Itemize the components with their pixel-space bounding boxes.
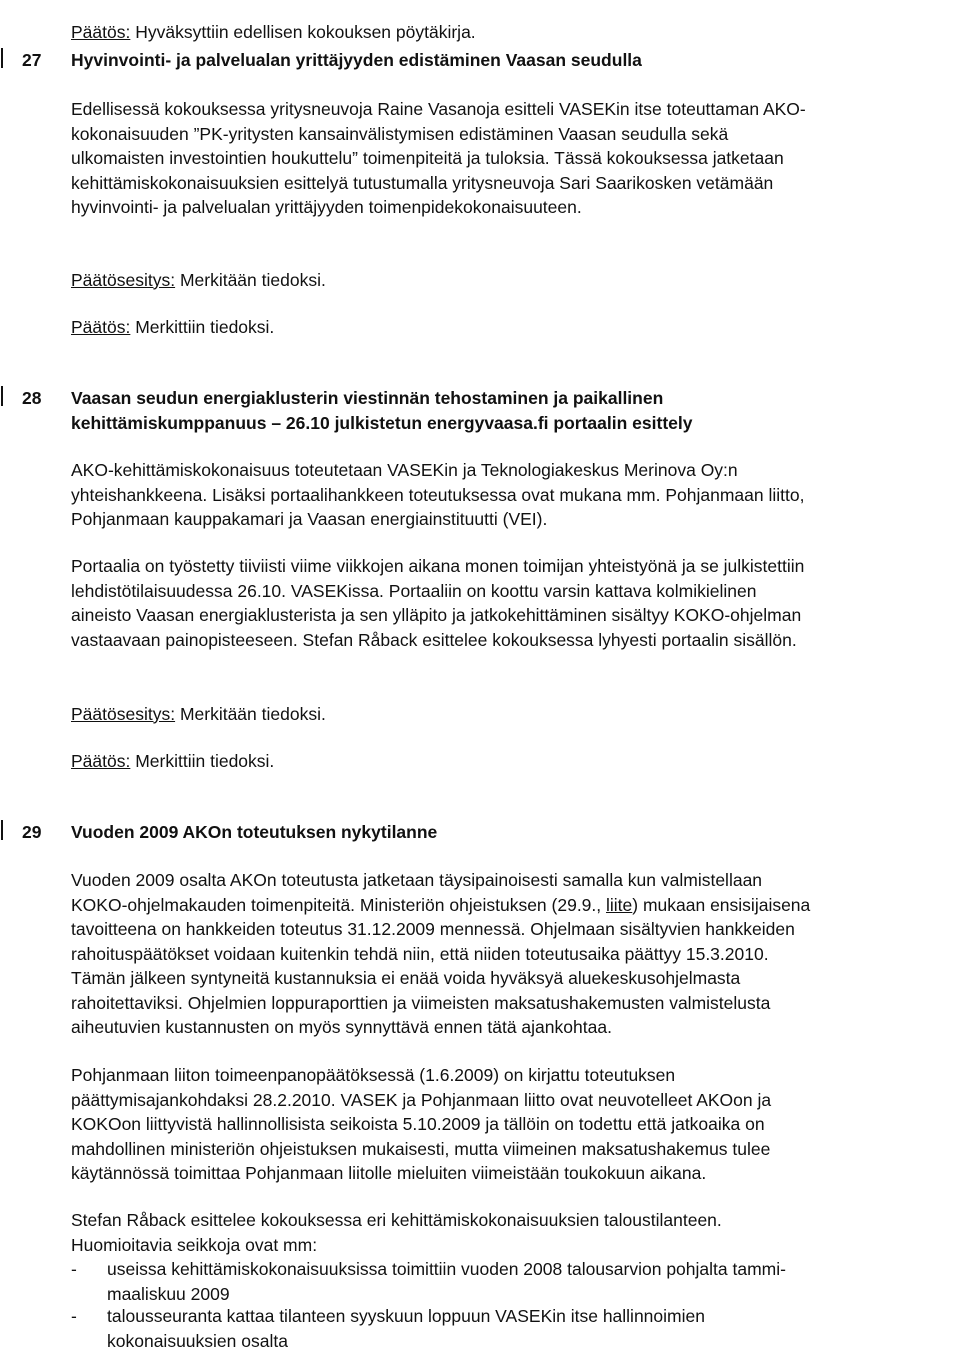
decision-text: Merkittiin tiedoksi. bbox=[130, 316, 275, 337]
item-28-paragraph-1: AKO-kehittämiskokonaisuus toteutetaan VASEKin ja Teknologiakeskus Merinova Oy:n yhteishankkeena. Lisäksi portaalihankkeen toteutuksessa ovat mukana mm. Pohjanmaan liitto, Pohjanmaan kauppakamari ja Vaasan energiainstituutti (VEI). bbox=[71, 460, 805, 529]
decision-text: Hyväksyttiin edellisen kokouksen pöytäkirja. bbox=[130, 21, 476, 42]
item-27-paragraph: Edellisessä kokouksessa yritysneuvoja Raine Vasanoja esitteli VASEKin itse toteuttaman AKO- kokonaisuuden ”PK-yritysten kansainvälistymisen edistäminen Vaasan seudulla sekä ulkomaisten investointien houkuttelu” toimenpiteitä ja tuloksia. Tässä kokouksessa jatketaan kehittämiskokonaisuuksien esittelyä tutustumalla yritysneuvoja Sari Saarikosken vetämään hyvinvointi- ja palvelualan yrittäjyyden toimenpidekokonaisuuteen. bbox=[71, 99, 806, 217]
decision-label: Päätös: bbox=[71, 750, 131, 771]
decision-text: Merkittiin tiedoksi. bbox=[130, 750, 275, 771]
item-29-paragraph-2: Pohjanmaan liiton toimeenpanopäätöksessä (1.6.2009) on kirjattu toteutuksen päättymisajankohdaksi 28.2.2010. VASEK ja Pohjanmaan liitto ovat neuvotelleet AKOon ja KOKOon liittyvistä hallinnollisista seikoista 5.10.2009 ja tällöin on todettu että jatkoaika on mahdollinen ministeriön ohjeistuksen mukaisesti, mutta viimeinen maksatushakemus tulee käytännössä toimittaa Pohjanmaan liitolle mieluiten viimeistään toukokuun aikana. bbox=[71, 1065, 772, 1183]
list-item-text: talousseuranta kattaa tilanteen syyskuun loppuun VASEKin itse hallinnoimien kokonaisuuksien osalta bbox=[107, 1306, 705, 1351]
list-marker: - bbox=[71, 1306, 77, 1326]
paragraph-text: Vuoden 2009 osalta AKOn toteutusta jatketaan täysipainoisesti samalla kun valmistellaan KOKO-ohjelmakauden toimenpiteitä. Ministeriön ohjeistuksen (29.9., bbox=[71, 870, 763, 915]
item-27-proposal bbox=[71, 243, 951, 292]
attachment-link[interactable]: liite bbox=[606, 894, 633, 915]
section-marker-icon bbox=[0, 48, 20, 75]
section-marker-icon bbox=[0, 820, 20, 847]
list-marker: - bbox=[71, 1259, 77, 1279]
item-number: 28 bbox=[22, 388, 42, 408]
item-number: 29 bbox=[22, 822, 42, 842]
item-29-paragraph-3: Stefan Råback esittelee kokouksessa eri kehittämiskokonaisuuksien taloustilanteen. Huomioitavia seikkoja ovat mm: bbox=[71, 1210, 722, 1255]
proposal-text: Merkitään tiedoksi. bbox=[175, 269, 326, 290]
decision-label: Päätös: bbox=[71, 316, 131, 337]
item-28-proposal bbox=[71, 677, 951, 726]
decision-label: Päätös: bbox=[71, 21, 131, 42]
proposal-label: Päätösesitys: bbox=[71, 269, 176, 290]
item-title-29: Vuoden 2009 AKOn toteutuksen nykytilanne bbox=[71, 822, 438, 842]
paragraph-text: ) mukaan ensisijaisena tavoitteena on hankkeiden toteutus 31.12.2009 mennessä. Ohjelmaan sisältyvien hankkeiden rahoituspäätökset voidaan kuitenkin tehdä niin, että niiden toteutusaika päättyy 15.3.2010. Tämän jälkeen syntyneitä kustannuksia ei enää voida hyväksyä aluekeskusohjelmasta rahoitettaviksi. Ohjelmien loppuraporttien ja viimeisten maksatushakemusten valmistelusta aiheutuvien kustannusten on myös synnyttävä ennen tätä ajankohtaa. bbox=[71, 894, 811, 1037]
item-28-paragraph-2: Portaalia on työstetty tiiviisti viime viikkojen aikana monen toimijan yhteistyönä ja se julkistettiin lehdistötilaisuudessa 26.10. VASEKissa. Portaaliin on koottu varsin kattava kolmikielinen aineisto Vaasan energiaklusterista ja sen ylläpito ja jatkokehittäminen sisältyy KOKO-ohjelman vastaavaan painopisteeseen. Stefan Råback esittelee kokouksessa lyhyesti portaalin sisällön. bbox=[71, 556, 805, 650]
item-title-28: Vaasan seudun energiaklusterin viestinnän tehostaminen ja paikallinen kehittämiskumppanuus – 26.10 julkistetun energyvaasa.fi portaalin esittely bbox=[71, 388, 693, 433]
previous-minutes-decision bbox=[71, 0, 951, 44]
item-number: 27 bbox=[22, 50, 42, 70]
section-marker-icon bbox=[0, 386, 20, 413]
item-27-decision bbox=[71, 290, 951, 339]
item-28-decision bbox=[71, 724, 951, 773]
proposal-text: Merkitään tiedoksi. bbox=[175, 703, 326, 724]
item-title-27: Hyvinvointi- ja palvelualan yrittäjyyden edistäminen Vaasan seudulla bbox=[71, 50, 642, 70]
proposal-label: Päätösesitys: bbox=[71, 703, 176, 724]
list-item-text: useissa kehittämiskokonaisuuksissa toimittiin vuoden 2008 talousarvion pohjalta tammi- maaliskuu 2009 bbox=[107, 1259, 786, 1304]
item-29-paragraph-1 bbox=[71, 868, 951, 1040]
